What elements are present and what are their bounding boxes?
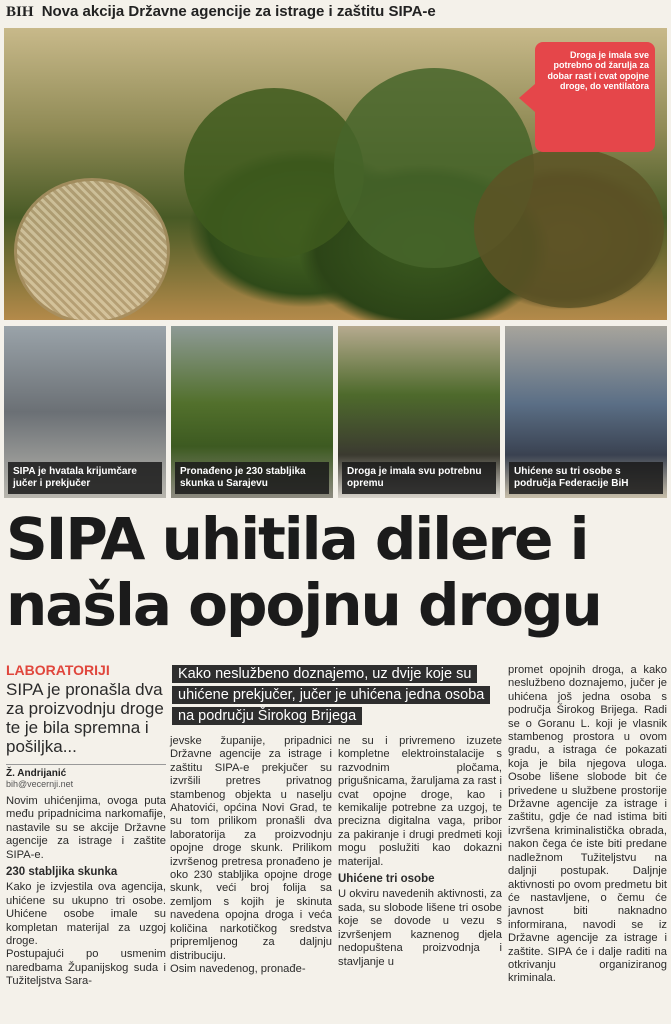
author-email: bih@vecernji.net [6, 779, 74, 789]
paragraph: ne su i privremeno izuzete kompletne elektroinstalacije s razvodnim pločama, prigušnicama, žaruljama za rast i cvat opojne droge, kao i kemikalije potrebne za uzgoj, te precizna digitalna vaga, pribor za pakiranje i drugi predmeti koji mogu poslužiti kao dokazni materijal. [338, 735, 502, 868]
thumb-caption: SIPA je hvatala krijumčare jučer i prekjučer [8, 462, 162, 494]
pull-quote [172, 664, 502, 727]
kicker: LABORATORIJI [6, 662, 110, 678]
column-4 [508, 664, 667, 986]
photo-strip [4, 326, 667, 498]
paragraph: Kako je izvjestila ova agencija, uhićene su ukupno tri osobe. Uhićene osobe imale su kompletan materijal za uzgoj droge. [6, 881, 166, 948]
headline-line-2: našla opojnu drogu [6, 571, 601, 639]
column-3 [338, 735, 502, 969]
thumb-photo [505, 326, 667, 498]
section-tag: BIH [6, 4, 34, 20]
column-1 [6, 662, 166, 989]
paragraph: Novim uhićenjima, ovoga puta među pripadnicima narkomafije, nastavile su se akcije Državne agencije za istrage i zaštite SIPA-e. [6, 795, 166, 861]
thumb-photo [171, 326, 333, 498]
lead-text: SIPA je pronašla dva za proizvodnju droge te je bila spremna i pošiljka... [6, 680, 164, 756]
hero-photo [4, 28, 667, 320]
body-text [6, 795, 166, 989]
thumb-caption: Pronađeno je 230 stabljika skunka u Sarajevu [175, 462, 329, 494]
section-title: Nova akcija Državne agencije za istrage i zaštitu SIPA-e [41, 3, 436, 20]
fan-image [14, 178, 170, 320]
thumb-caption: Droga je imala svu potrebnu opremu [342, 462, 496, 494]
thumb-photo [4, 326, 166, 498]
paragraph: Osim navedenog, pronađe- [170, 962, 306, 975]
plant-shape [474, 148, 664, 308]
photo-callout: Droga je imala sve potrebno od žarulja za dobar rast i cvat opojne droge, do ventilatora [535, 42, 655, 152]
subheading: Uhićene tri osobe [338, 873, 435, 886]
article-headline [6, 506, 666, 638]
author-name: Ž. Andrijanić [6, 764, 166, 779]
pull-quote-text: Kako neslužbeno doznajemo, uz dvije koje su uhićene prekjučer, jučer je uhićena jedna osoba na području Širokog Brijega [172, 665, 490, 725]
paragraph: promet opojnih droga, a kako neslužbeno doznajemo, jučer je uhićena još jedna osoba s područja Širokog Brijega. Radi se o Goranu L. koji je vlasnik stambenog prostora u ovom gradu, a istraga će pokazati koja je bila njegova uloga. Osobe lišene slobode bit će privedene u službene prostorije Državne agencije za istrage i zaštitu, gdje će nad istima biti izvršena kriminalistička obrada, nakon čega će iste biti predane nadležnom Tužiteljstvu na daljnji postupak. Daljnje aktivnosti po ovom predmetu bit će nastavljene, o čemu će javnost biti naknadno informirana, navodi se iz Državne agencije za istrage i zaštite. SIPA će i dalje raditi na otkrivanju organiziranog kriminala. [508, 664, 667, 985]
subheading: 230 stabljika skunka [6, 866, 118, 879]
section-header [0, 0, 671, 22]
thumb-caption: Uhićene su tri osobe s područja Federacije BiH [509, 462, 663, 494]
thumb-photo [338, 326, 500, 498]
paragraph: Postupajući po usmenim naredbama Županijskog suda i Tužiteljstva Sara- [6, 948, 166, 988]
column-2 [170, 735, 332, 976]
paragraph: jevske županije, pripadnici Državne agencije za istrage i zaštitu SIPA-e prekjučer su izvršili pretres privatnog stambenog objekta u naselju Ahatovići, općina Novi Grad, te su tom prilikom pronašli dva laboratorija za proizvodnju opojne droge skunk. Prilikom izvršenog pretresa pronađeno je oko 230 stabljika opojne droge skunk, veći broj folija sa zemljom s kojih je skinuta navedena opojna droga i veća količina narkotičkog sredstva pripremljenog za daljnju distribuciju. [170, 735, 332, 962]
headline-line-1: SIPA uhitila dilere i [6, 505, 588, 573]
paragraph: U okviru navedenih aktivnosti, za sada, su slobode lišene tri osobe koje se dovode u vezu s izvršenjem kaznenog djela nedopuštena proizvodnja i stavljanje u [338, 888, 502, 968]
